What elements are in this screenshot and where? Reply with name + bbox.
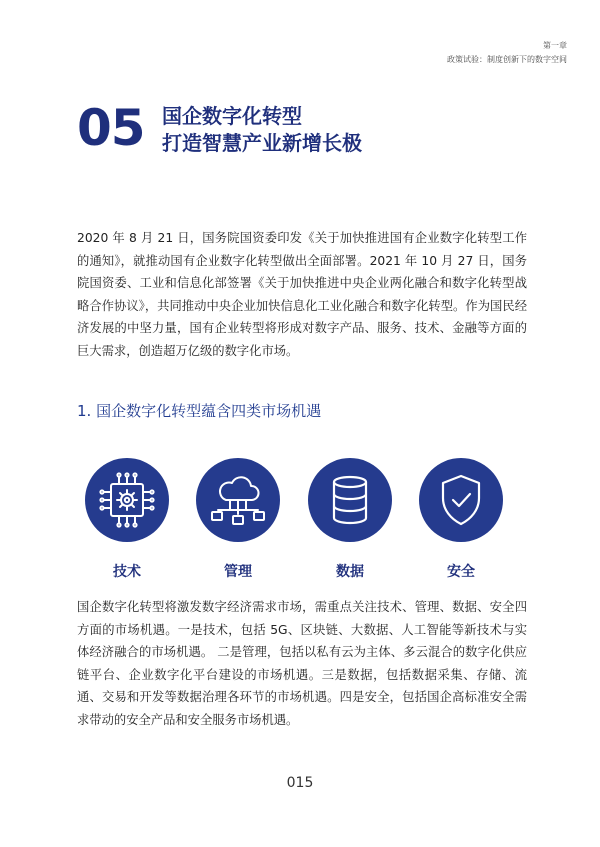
opportunity-label-management: 管理 — [224, 564, 252, 580]
opportunity-label-data: 数据 — [336, 564, 364, 580]
management-opportunity-badge — [196, 458, 280, 542]
intro-paragraph: 2020 年 8 月 21 日，国务院国资委印发《关于加快推进国有企业数字化转型工作的通知》，就推动国有企业数字化转型做出全面部署。2021 年 10 月 27 日，国务院国资委、工业和信息化部签署《关于加快推进中央企业两化融合和数字化转型战略合作协议》，共同推动中央企业加快信息化工业化融合和数字化转型。作为国民经济发展的中坚力量，国有企业转型将形成对数字产品、服务、技术、金融等方面的巨大需求，创造超万亿级的数字化市场。 — [77, 231, 527, 358]
section-title-line2: 打造智慧产业新增长极 — [162, 131, 362, 155]
tech-opportunity-badge — [85, 458, 169, 542]
data-opportunity-badge — [308, 458, 392, 542]
chapter-subtitle: 政策试验：制度创新下的数字空间 — [447, 55, 567, 64]
chapter-label: 第一章 — [543, 41, 567, 50]
body-paragraph: 国企数字化转型将激发数字经济需求市场，需重点关注技术、管理、数据、安全四方面的市场机遇。一是技术，包括 5G、区块链、大数据、人工智能等新技术与实体经济融合的市场机遇。 二是管理，包括以私有云为主体、多云混合的数字化供应链平台、企业数字化平台建设的市场机遇。三是数据，包括数据采集、存储、流通、交易和开发等数据治理各环节的市场机遇。四是安全，包括国企高标准安全需求带动的安全产品和安全服务市场机遇。 — [77, 600, 527, 727]
cloud-network-icon — [208, 470, 268, 530]
opportunity-label-security: 安全 — [447, 564, 475, 580]
section-title-line1: 国企数字化转型 — [162, 104, 302, 128]
security-opportunity-badge — [419, 458, 503, 542]
opportunity-label-tech: 技术 — [113, 564, 141, 580]
database-icon — [320, 470, 380, 530]
chip-gear-icon — [97, 470, 157, 530]
shield-check-icon — [431, 470, 491, 530]
subsection-title: 1. 国企数字化转型蕴含四类市场机遇 — [77, 402, 322, 420]
page-number: 015 — [286, 775, 314, 791]
section-number: 05 — [77, 99, 145, 157]
